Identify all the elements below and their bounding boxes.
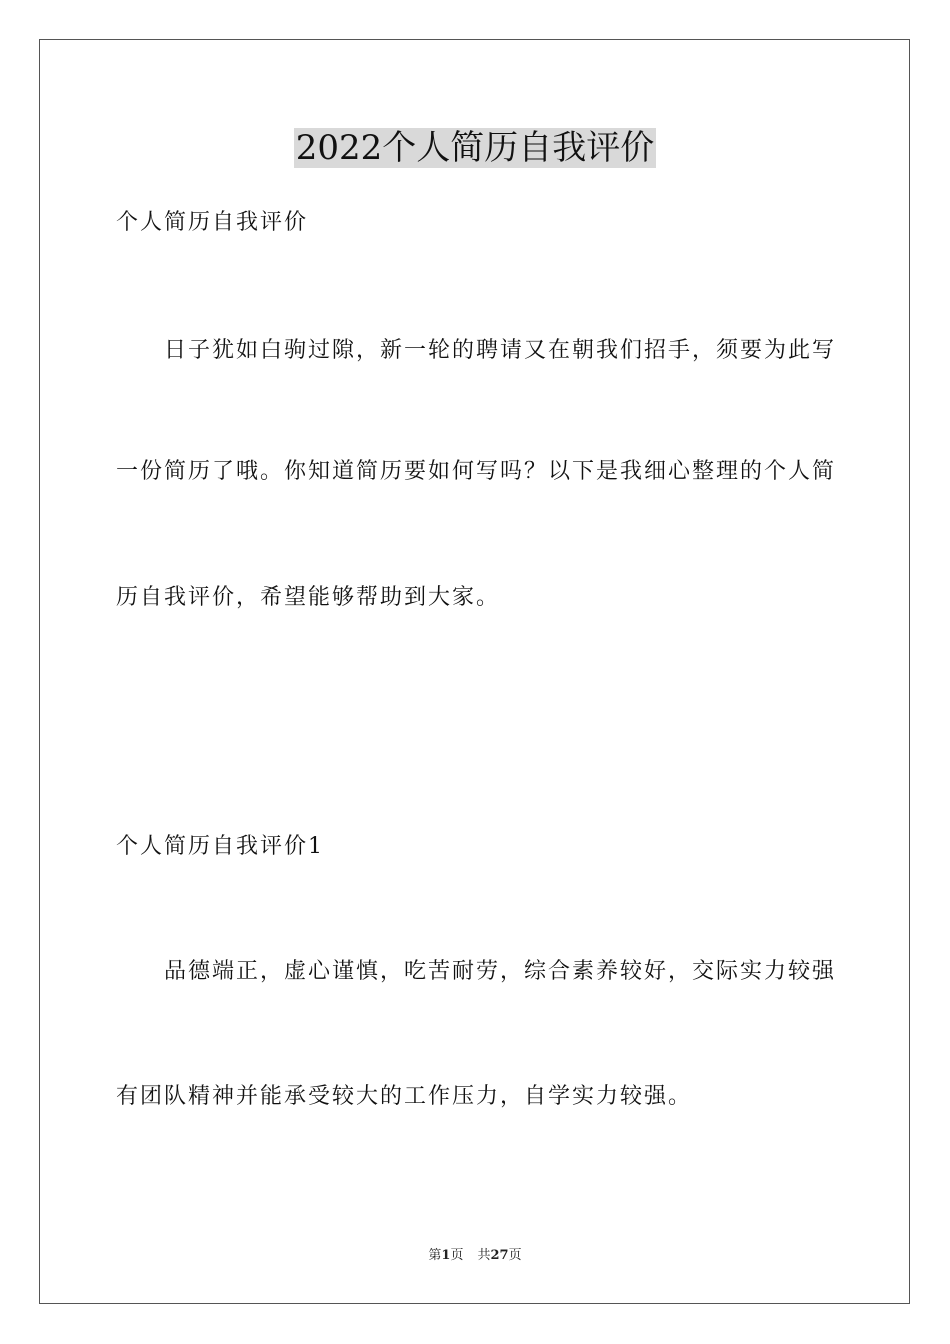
footer-page-suffix: 页 <box>450 1248 464 1263</box>
section-1-line-1: 品德端正，虚心谨慎，吃苦耐劳，综合素养较好，交际实力较强 <box>164 959 837 984</box>
page-footer <box>0 1247 950 1265</box>
intro-line-3: 历自我评价，希望能够帮助到大家。 <box>116 585 501 610</box>
footer-total-prefix: 共 <box>477 1248 491 1263</box>
document-subtitle: 个人简历自我评价 <box>116 210 309 235</box>
section-1-line-2: 有团队精神并能承受较大的工作压力，自学实力较强。 <box>116 1084 693 1109</box>
document-title-text: 2022个人简历自我评价 <box>295 128 655 168</box>
intro-line-1: 日子犹如白驹过隙，新一轮的聘请又在朝我们招手，须要为此写 <box>164 338 837 363</box>
intro-line-2: 一份简历了哦。你知道简历要如何写吗？以下是我细心整理的个人简 <box>116 459 837 484</box>
footer-page-number: 1 <box>441 1248 451 1263</box>
document-title <box>0 126 950 170</box>
section-1-heading: 个人简历自我评价1 <box>116 834 324 859</box>
footer-total-suffix: 页 <box>508 1248 522 1263</box>
footer-page-prefix: 第 <box>428 1248 442 1263</box>
footer-total-pages: 27 <box>490 1248 509 1263</box>
